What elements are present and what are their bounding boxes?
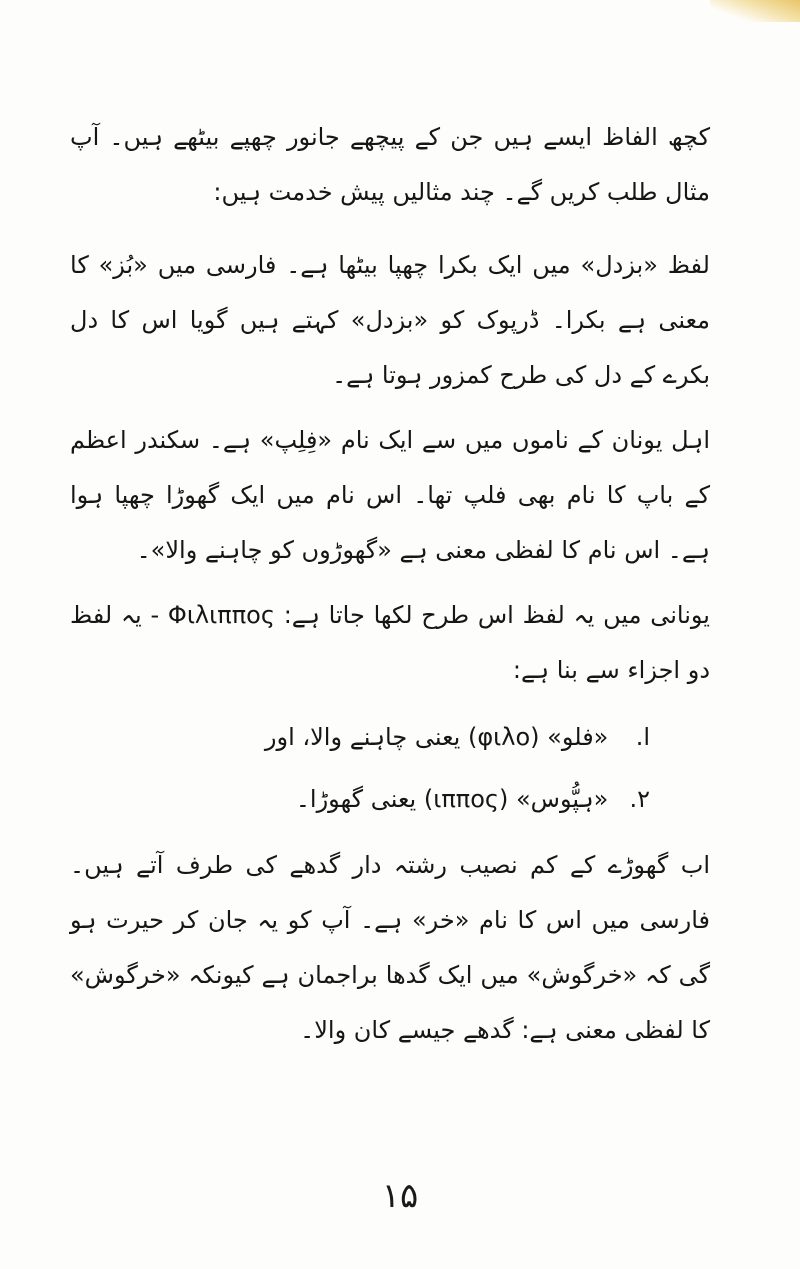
paragraph-buzdil: لفظ «بزدل» میں ایک بکرا چھپا بیٹھا ہے۔ فارسی میں «بُز» کا معنی ہے بکرا۔ ڈرپوک کو «بزدل» کہتے ہیں گویا اس کا دل بکرے کے دل کی طرح کمزور ہوتا ہے۔: [70, 251, 710, 389]
paragraph-greek-word: یونانی میں یہ لفظ اس طرح لکھا جاتا ہے: Φιλιππος - یہ لفظ دو اجزاء سے بنا ہے:: [70, 601, 710, 684]
page-edge-decoration: [710, 0, 800, 22]
list-item-text: «ہپُّوس» (ιππος) یعنی گھوڑا۔: [295, 785, 609, 813]
word-parts-list: [70, 706, 710, 830]
paragraph-philip: اہل یونان کے ناموں میں سے ایک نام «فِلِپ» ہے۔ سکندر اعظم کے باپ کا نام بھی فلپ تھا۔ اس نام میں ایک گھوڑا چھپا ہوا ہے۔ اس نام کا لفظی معنی ہے «گھوڑوں کو چاہنے والا»۔: [70, 426, 710, 564]
paragraph-intro: کچھ الفاظ ایسے ہیں جن کے پیچھے جانور چھپے بیٹھے ہیں۔ آپ مثال طلب کریں گے۔ چند مثالیں پیش خدمت ہیں:: [70, 123, 710, 206]
list-item: [70, 768, 650, 830]
book-page-text: [70, 110, 710, 1058]
list-item: [70, 706, 650, 768]
list-marker: ۲.: [629, 785, 650, 813]
list-marker: ا.: [635, 723, 650, 751]
list-item-text: «فلو» (φιλο) یعنی چاہنے والا، اور: [264, 723, 609, 751]
page-number: ۱۵: [381, 1176, 419, 1216]
paragraph-khargosh: اب گھوڑے کے کم نصیب رشتہ دار گدھے کی طرف آتے ہیں۔ فارسی میں اس کا نام «خر» ہے۔ آپ کو یہ جان کر حیرت ہو گی کہ «خرگوش» میں ایک گدھا براجمان ہے کیونکہ «خرگوش» کا لفظی معنی ہے: گدھے جیسے کان والا۔: [70, 851, 710, 1044]
